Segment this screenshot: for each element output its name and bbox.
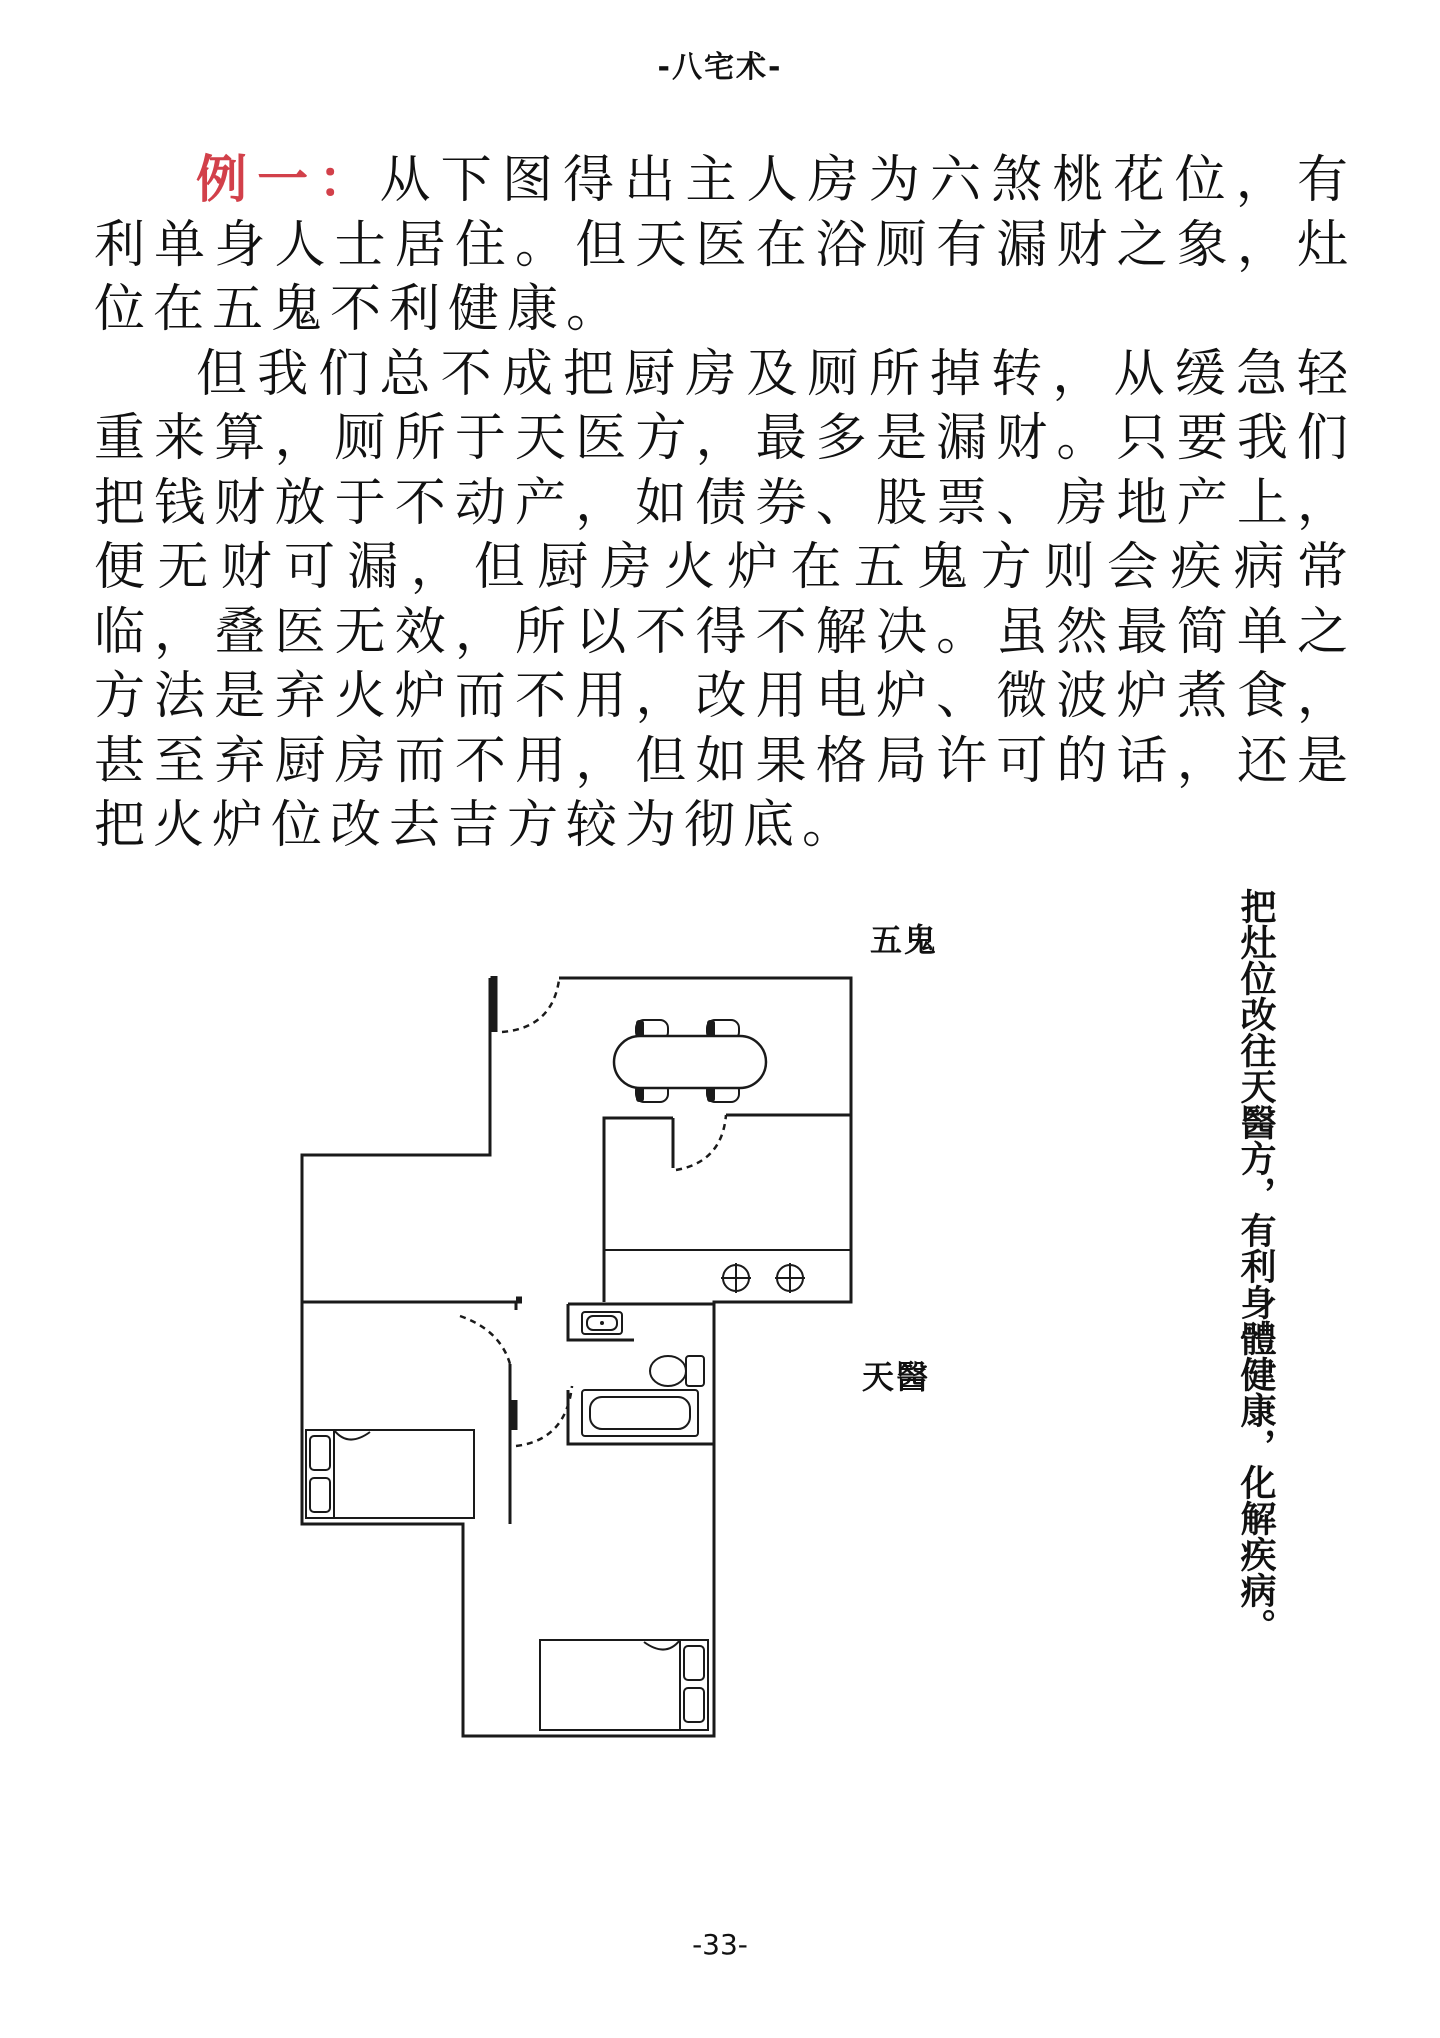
dining-table-icon (614, 1020, 766, 1102)
kitchen-door-swing (676, 1115, 726, 1170)
bed-icon-bedroom2 (540, 1640, 708, 1730)
burner-left-icon (721, 1263, 751, 1293)
bathroom-door-swing (516, 1386, 572, 1446)
burner-right-icon (775, 1263, 805, 1293)
page-header: -八宅术- (657, 50, 783, 85)
label-tianyi: 天醫 (862, 1358, 931, 1396)
example-label: 例一： (196, 150, 380, 210)
sink-icon (582, 1312, 622, 1334)
bathroom-wall (568, 1304, 714, 1444)
bathtub-icon (582, 1390, 698, 1436)
paragraph-1-text: 从下图得出主人房为六煞桃花位，有利单身人士居住。但天医在浴厕有漏财之象，灶位在五鬼不利健康。 (94, 151, 1356, 339)
entry-door-swing (502, 980, 559, 1032)
floor-plan-diagram (290, 900, 870, 1760)
kitchen-wall (604, 1118, 673, 1302)
toilet-icon (650, 1356, 704, 1386)
page-number: -33- (692, 1928, 748, 1961)
bed-icon-bedroom1 (306, 1430, 474, 1518)
label-wugui: 五鬼 (870, 921, 939, 959)
bedroom1-door-swing (460, 1316, 510, 1364)
paragraph-2: 但我们总不成把厨房及厕所掉转，从缓急轻重来算，厕所于天医方，最多是漏财。只要我们把钱财放于不动产，如债券、股票、房地产上，便无财可漏，但厨房火炉在五鬼方则会疾病常临，叠医无效，所以不得不解决。虽然最简单之方法是弃火炉而不用，改用电炉、微波炉煮食，甚至弃厨房而不用，但如果格局许可的话，还是把火炉位改去吉方较为彻底。 (94, 344, 1356, 855)
side-note-vertical: 把灶位改往天醫方，有利身體健康，化解疾病。 (1235, 888, 1276, 1644)
outer-wall (302, 978, 851, 1736)
body-text (94, 148, 1356, 859)
paragraph-1 (94, 148, 1356, 343)
